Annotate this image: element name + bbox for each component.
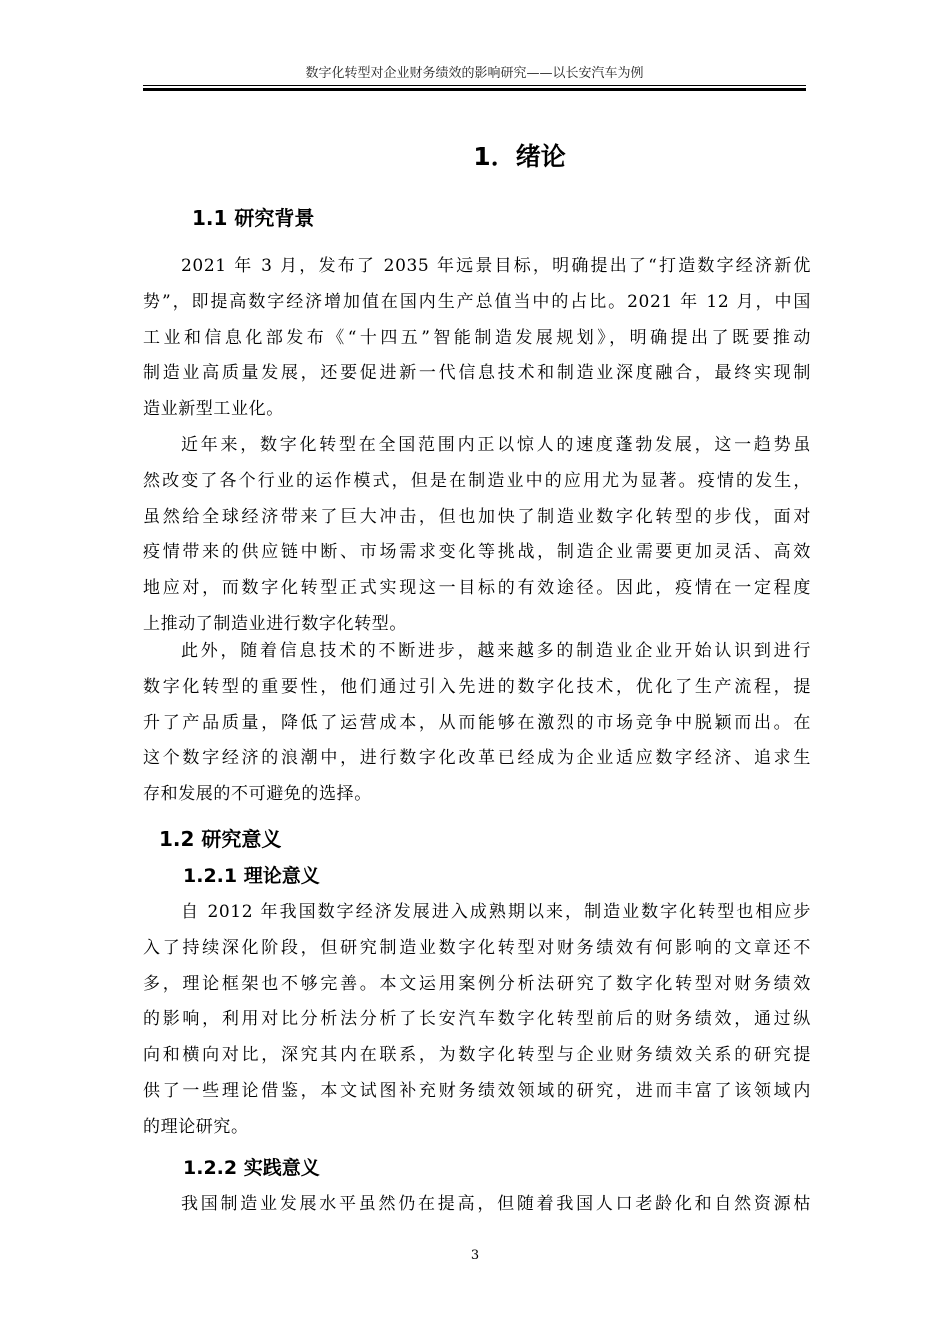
text-line: 地应对，而数字化转型正式实现这一目标的有效途径。因此，疫情在一定程度	[143, 578, 811, 599]
paragraph-background-3	[143, 634, 811, 813]
text-line: 的理论研究。	[143, 1116, 249, 1137]
section-heading-1-2-2: 1.2.2 实践意义	[183, 1157, 320, 1179]
text-line: 向和横向对比，深究其内在联系，为数字化转型与企业财务绩效关系的研究提	[143, 1045, 811, 1066]
section-heading-1-2-1: 1.2.1 理论意义	[183, 865, 320, 887]
text-line: 造业新型工业化。	[143, 399, 284, 420]
header-rule-thin	[143, 85, 806, 86]
text-line: 自 2012 年我国数字经济发展进入成熟期以来，制造业数字化转型也相应步	[181, 902, 811, 922]
text-line: 数字化转型的重要性，他们通过引入先进的数字化技术，优化了生产流程，提	[143, 676, 811, 697]
text-line: 近年来，数字化转型在全国范围内正以惊人的速度蓬勃发展，这一趋势虽	[181, 435, 811, 455]
paragraph-theoretical-significance	[143, 895, 811, 1146]
text-line: 升了产品质量，降低了运营成本，从而能够在激烈的市场竞争中脱颖而出。在	[143, 712, 811, 733]
text-line: 制造业高质量发展，还要促进新一代信息技术和制造业深度融合，最终实现制	[143, 363, 811, 384]
text-line: 上推动了制造业进行数字化转型。	[143, 613, 407, 634]
running-header: 数字化转型对企业财务绩效的影响研究——以长安汽车为例	[305, 66, 644, 81]
text-line: 供了一些理论借鉴，本文试图补充财务绩效领域的研究，进而丰富了该领域内	[143, 1080, 811, 1101]
text-line: 2021 年 3 月，发布了 2035 年远景目标，明确提出了“打造数字经济新优	[181, 256, 811, 276]
paragraph-background-2	[143, 428, 811, 643]
section-heading-1-2: 1.2 研究意义	[159, 827, 282, 851]
text-line: 这个数字经济的浪潮中，进行数字化改革已经成为企业适应数字经济、追求生	[143, 748, 811, 769]
text-line: 虽然给全球经济带来了巨大冲击，但也加快了制造业数字化转型的步伐，面对	[143, 506, 811, 527]
paragraph-practical-significance	[143, 1187, 811, 1223]
text-line: 我国制造业发展水平虽然仍在提高，但随着我国人口老龄化和自然资源枯	[181, 1194, 811, 1214]
text-line: 工业和信息化部发布《“十四五”智能制造发展规划》，明确提出了既要推动	[143, 327, 811, 348]
section-heading-1-1: 1.1 研究背景	[192, 206, 315, 230]
header-rule-thick	[143, 88, 806, 91]
text-line: 的影响，利用对比分析法分析了长安汽车数字化转型前后的财务绩效，通过纵	[143, 1009, 811, 1030]
text-line: 多，理论框架也不够完善。本文运用案例分析法研究了数字化转型对财务绩效	[143, 973, 811, 994]
text-line: 此外，随着信息技术的不断进步，越来越多的制造业企业开始认识到进行	[181, 641, 811, 661]
page-number: 3	[470, 1248, 480, 1263]
paragraph-background-1	[143, 249, 811, 428]
chapter-title: 1．绪论	[473, 142, 566, 171]
text-line: 然改变了各个行业的运作模式，但是在制造业中的应用尤为显著。疫情的发生，	[143, 470, 811, 491]
text-line: 疫情带来的供应链中断、市场需求变化等挑战，制造企业需要更加灵活、高效	[143, 542, 811, 563]
text-line: 势”，即提高数字经济增加值在国内生产总值当中的占比。2021 年 12 月，中国	[143, 291, 811, 312]
text-line: 入了持续深化阶段，但研究制造业数字化转型对财务绩效有何影响的文章还不	[143, 937, 811, 958]
text-line: 存和发展的不可避免的选择。	[143, 784, 372, 805]
